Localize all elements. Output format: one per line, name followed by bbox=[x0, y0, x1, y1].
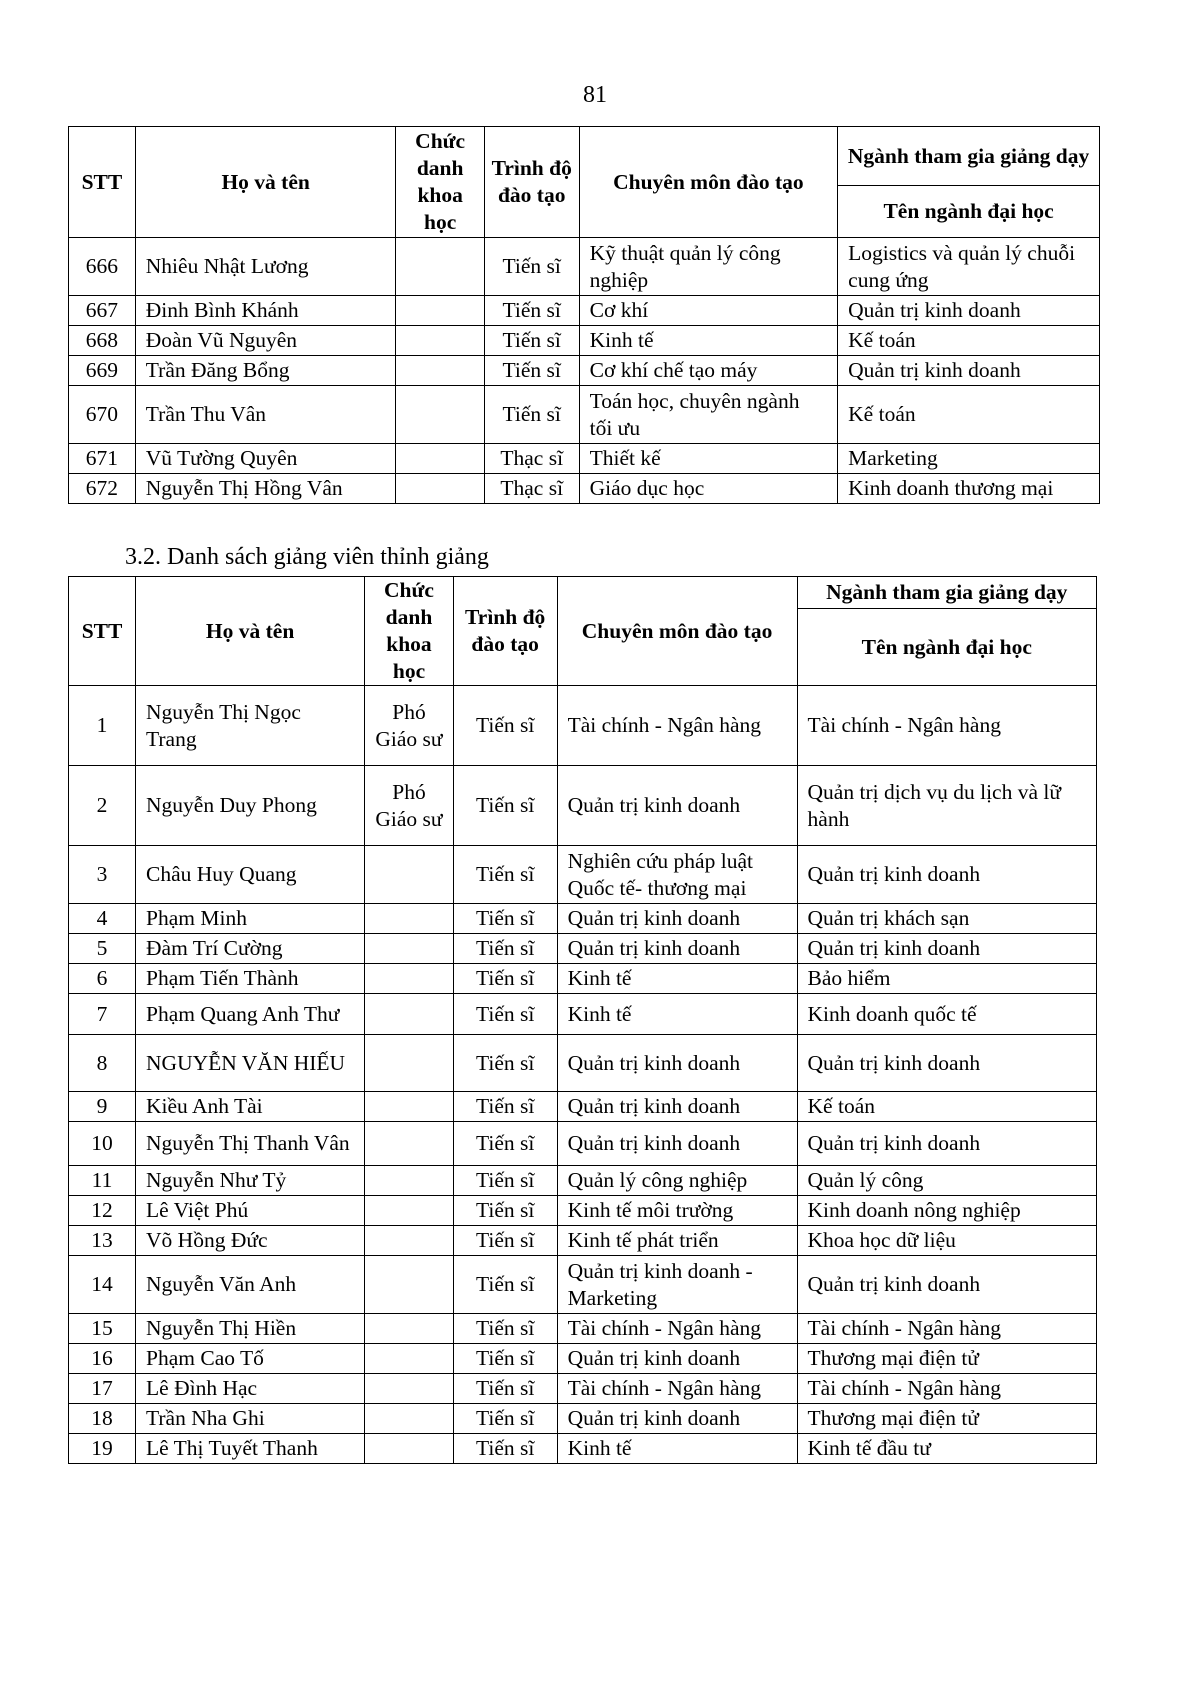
cell-major: Kinh tế bbox=[557, 994, 797, 1035]
cell-stt: 16 bbox=[69, 1344, 136, 1374]
table-row bbox=[69, 386, 1100, 444]
cell-academic-title bbox=[365, 1434, 454, 1464]
cell-program-name: Tài chính - Ngân hàng bbox=[797, 1374, 1096, 1404]
table-row bbox=[69, 1256, 1097, 1314]
table-row bbox=[69, 1092, 1097, 1122]
header-academic-title: Chức danh khoa học bbox=[396, 127, 484, 238]
cell-major: Quản trị kinh doanh bbox=[557, 766, 797, 846]
cell-academic-title bbox=[365, 994, 454, 1035]
cell-academic-title bbox=[365, 964, 454, 994]
cell-degree: Tiến sĩ bbox=[453, 1374, 557, 1404]
cell-name: Trần Nha Ghi bbox=[136, 1404, 365, 1434]
cell-name: Đoàn Vũ Nguyên bbox=[135, 326, 396, 356]
cell-program-name: Bảo hiểm bbox=[797, 964, 1096, 994]
cell-academic-title bbox=[365, 1035, 454, 1092]
cell-stt: 13 bbox=[69, 1226, 136, 1256]
cell-major: Kinh tế môi trường bbox=[557, 1196, 797, 1226]
cell-stt: 5 bbox=[69, 934, 136, 964]
cell-name: Nguyễn Như Tỷ bbox=[136, 1166, 365, 1196]
cell-academic-title bbox=[365, 1166, 454, 1196]
cell-academic-title bbox=[396, 238, 484, 296]
table-row bbox=[69, 1344, 1097, 1374]
cell-degree: Thạc sĩ bbox=[484, 444, 579, 474]
cell-major: Quản trị kinh doanh bbox=[557, 1404, 797, 1434]
cell-degree: Tiến sĩ bbox=[484, 296, 579, 326]
header-major: Chuyên môn đào tạo bbox=[557, 577, 797, 686]
cell-program-name: Quản trị kinh doanh bbox=[797, 1122, 1096, 1166]
cell-academic-title bbox=[396, 296, 484, 326]
cell-stt: 7 bbox=[69, 994, 136, 1035]
table-row bbox=[69, 1434, 1097, 1464]
cell-major: Giáo dục học bbox=[579, 474, 838, 504]
cell-degree: Tiến sĩ bbox=[453, 1122, 557, 1166]
cell-major: Cơ khí chế tạo máy bbox=[579, 356, 838, 386]
cell-program-name: Kế toán bbox=[838, 386, 1100, 444]
cell-program-name: Kế toán bbox=[797, 1092, 1096, 1122]
cell-stt: 12 bbox=[69, 1196, 136, 1226]
table-row bbox=[69, 904, 1097, 934]
cell-major: Kinh tế bbox=[579, 326, 838, 356]
cell-major: Kinh tế bbox=[557, 964, 797, 994]
cell-academic-title: Phó Giáo sư bbox=[365, 686, 454, 766]
table-row bbox=[69, 766, 1097, 846]
cell-name: Phạm Tiến Thành bbox=[136, 964, 365, 994]
header-teaching-group: Ngành tham gia giảng dạy bbox=[838, 127, 1100, 186]
cell-major: Quản trị kinh doanh bbox=[557, 1122, 797, 1166]
cell-major: Kỹ thuật quản lý công nghiệp bbox=[579, 238, 838, 296]
cell-academic-title bbox=[365, 1374, 454, 1404]
cell-degree: Tiến sĩ bbox=[453, 1166, 557, 1196]
cell-name: NGUYỄN VĂN HIẾU bbox=[136, 1035, 365, 1092]
table-row bbox=[69, 1196, 1097, 1226]
cell-name: Lê Việt Phú bbox=[136, 1196, 365, 1226]
cell-stt: 8 bbox=[69, 1035, 136, 1092]
table-row bbox=[69, 1166, 1097, 1196]
cell-degree: Tiến sĩ bbox=[453, 1196, 557, 1226]
cell-major: Quản trị kinh doanh bbox=[557, 1344, 797, 1374]
cell-academic-title bbox=[365, 904, 454, 934]
cell-academic-title bbox=[365, 846, 454, 904]
header-name: Họ và tên bbox=[135, 127, 396, 238]
lecturer-table-permanent bbox=[68, 126, 1100, 504]
cell-name: Nguyễn Văn Anh bbox=[136, 1256, 365, 1314]
lecturer-table-visiting bbox=[68, 576, 1097, 1464]
table-row bbox=[69, 356, 1100, 386]
cell-program-name: Quản trị kinh doanh bbox=[838, 356, 1100, 386]
cell-academic-title bbox=[365, 1092, 454, 1122]
cell-program-name: Kinh doanh thương mại bbox=[838, 474, 1100, 504]
cell-program-name: Thương mại điện tử bbox=[797, 1404, 1096, 1434]
header-degree: Trình độ đào tạo bbox=[484, 127, 579, 238]
cell-degree: Tiến sĩ bbox=[453, 846, 557, 904]
cell-stt: 2 bbox=[69, 766, 136, 846]
cell-degree: Tiến sĩ bbox=[453, 1314, 557, 1344]
cell-stt: 671 bbox=[69, 444, 136, 474]
cell-degree: Tiến sĩ bbox=[453, 1035, 557, 1092]
cell-major: Quản trị kinh doanh bbox=[557, 1035, 797, 1092]
cell-major: Kinh tế phát triển bbox=[557, 1226, 797, 1256]
cell-program-name: Quản trị kinh doanh bbox=[797, 1256, 1096, 1314]
cell-major: Quản lý công nghiệp bbox=[557, 1166, 797, 1196]
cell-program-name: Quản lý công bbox=[797, 1166, 1096, 1196]
cell-program-name: Quản trị khách sạn bbox=[797, 904, 1096, 934]
cell-degree: Tiến sĩ bbox=[453, 1434, 557, 1464]
table-row bbox=[69, 994, 1097, 1035]
header-stt: STT bbox=[69, 127, 136, 238]
cell-degree: Tiến sĩ bbox=[453, 904, 557, 934]
cell-academic-title: Phó Giáo sư bbox=[365, 766, 454, 846]
cell-stt: 666 bbox=[69, 238, 136, 296]
cell-major: Tài chính - Ngân hàng bbox=[557, 1374, 797, 1404]
cell-program-name: Tài chính - Ngân hàng bbox=[797, 1314, 1096, 1344]
cell-major: Quản trị kinh doanh bbox=[557, 934, 797, 964]
cell-name: Nguyễn Duy Phong bbox=[136, 766, 365, 846]
cell-program-name: Marketing bbox=[838, 444, 1100, 474]
table-row bbox=[69, 1122, 1097, 1166]
cell-name: Nhiêu Nhật Lương bbox=[135, 238, 396, 296]
cell-degree: Tiến sĩ bbox=[453, 766, 557, 846]
cell-degree: Thạc sĩ bbox=[484, 474, 579, 504]
cell-degree: Tiến sĩ bbox=[453, 934, 557, 964]
cell-major: Quản trị kinh doanh bbox=[557, 904, 797, 934]
cell-program-name: Thương mại điện tử bbox=[797, 1344, 1096, 1374]
cell-stt: 1 bbox=[69, 686, 136, 766]
table-row bbox=[69, 296, 1100, 326]
cell-program-name: Quản trị kinh doanh bbox=[797, 1035, 1096, 1092]
cell-stt: 15 bbox=[69, 1314, 136, 1344]
header-stt: STT bbox=[69, 577, 136, 686]
cell-program-name: Quản trị kinh doanh bbox=[838, 296, 1100, 326]
cell-academic-title bbox=[396, 356, 484, 386]
header-teaching-group: Ngành tham gia giảng dạy bbox=[797, 577, 1096, 609]
cell-major: Tài chính - Ngân hàng bbox=[557, 1314, 797, 1344]
cell-program-name: Tài chính - Ngân hàng bbox=[797, 686, 1096, 766]
cell-major: Quản trị kinh doanh bbox=[557, 1092, 797, 1122]
table-row bbox=[69, 1374, 1097, 1404]
cell-name: Vũ Tường Quyên bbox=[135, 444, 396, 474]
cell-major: Tài chính - Ngân hàng bbox=[557, 686, 797, 766]
cell-name: Đinh Bình Khánh bbox=[135, 296, 396, 326]
page-number: 81 bbox=[583, 82, 607, 108]
cell-degree: Tiến sĩ bbox=[453, 1404, 557, 1434]
table-row bbox=[69, 238, 1100, 296]
cell-academic-title bbox=[365, 1314, 454, 1344]
table-row bbox=[69, 1314, 1097, 1344]
cell-degree: Tiến sĩ bbox=[453, 686, 557, 766]
cell-stt: 9 bbox=[69, 1092, 136, 1122]
cell-stt: 19 bbox=[69, 1434, 136, 1464]
cell-stt: 6 bbox=[69, 964, 136, 994]
header-program-name: Tên ngành đại học bbox=[838, 186, 1100, 238]
cell-name: Phạm Minh bbox=[136, 904, 365, 934]
cell-degree: Tiến sĩ bbox=[484, 356, 579, 386]
header-name: Họ và tên bbox=[136, 577, 365, 686]
cell-major: Nghiên cứu pháp luật Quốc tế- thương mại bbox=[557, 846, 797, 904]
table-row bbox=[69, 686, 1097, 766]
cell-degree: Tiến sĩ bbox=[453, 1344, 557, 1374]
cell-name: Đàm Trí Cường bbox=[136, 934, 365, 964]
cell-name: Trần Đăng Bổng bbox=[135, 356, 396, 386]
cell-stt: 10 bbox=[69, 1122, 136, 1166]
cell-name: Lê Thị Tuyết Thanh bbox=[136, 1434, 365, 1464]
cell-stt: 669 bbox=[69, 356, 136, 386]
cell-name: Nguyễn Thị Thanh Vân bbox=[136, 1122, 365, 1166]
cell-name: Nguyễn Thị Hồng Vân bbox=[135, 474, 396, 504]
cell-degree: Tiến sĩ bbox=[453, 1256, 557, 1314]
table-row bbox=[69, 934, 1097, 964]
cell-stt: 667 bbox=[69, 296, 136, 326]
cell-academic-title bbox=[365, 1196, 454, 1226]
cell-degree: Tiến sĩ bbox=[453, 1226, 557, 1256]
cell-name: Trần Thu Vân bbox=[135, 386, 396, 444]
cell-program-name: Kinh doanh quốc tế bbox=[797, 994, 1096, 1035]
cell-stt: 3 bbox=[69, 846, 136, 904]
cell-program-name: Quản trị kinh doanh bbox=[797, 934, 1096, 964]
cell-name: Nguyễn Thị Ngọc Trang bbox=[136, 686, 365, 766]
cell-major: Toán học, chuyên ngành tối ưu bbox=[579, 386, 838, 444]
cell-academic-title bbox=[365, 1122, 454, 1166]
cell-academic-title bbox=[396, 386, 484, 444]
cell-name: Nguyễn Thị Hiền bbox=[136, 1314, 365, 1344]
cell-stt: 14 bbox=[69, 1256, 136, 1314]
section-heading: 3.2. Danh sách giảng viên thỉnh giảng bbox=[125, 544, 489, 570]
cell-academic-title bbox=[365, 1404, 454, 1434]
table-row bbox=[69, 474, 1100, 504]
cell-degree: Tiến sĩ bbox=[484, 326, 579, 356]
table-row bbox=[69, 964, 1097, 994]
cell-name: Lê Đình Hạc bbox=[136, 1374, 365, 1404]
header-degree: Trình độ đào tạo bbox=[453, 577, 557, 686]
cell-stt: 668 bbox=[69, 326, 136, 356]
cell-stt: 670 bbox=[69, 386, 136, 444]
header-major: Chuyên môn đào tạo bbox=[579, 127, 838, 238]
cell-major: Thiết kế bbox=[579, 444, 838, 474]
header-academic-title: Chức danh khoa học bbox=[365, 577, 454, 686]
table-row bbox=[69, 1404, 1097, 1434]
cell-academic-title bbox=[365, 1256, 454, 1314]
table-row bbox=[69, 1035, 1097, 1092]
cell-program-name: Kế toán bbox=[838, 326, 1100, 356]
cell-program-name: Kinh doanh nông nghiệp bbox=[797, 1196, 1096, 1226]
cell-name: Phạm Quang Anh Thư bbox=[136, 994, 365, 1035]
cell-academic-title bbox=[396, 474, 484, 504]
cell-program-name: Quản trị kinh doanh bbox=[797, 846, 1096, 904]
table-row bbox=[69, 1226, 1097, 1256]
cell-program-name: Khoa học dữ liệu bbox=[797, 1226, 1096, 1256]
cell-name: Châu Huy Quang bbox=[136, 846, 365, 904]
cell-stt: 4 bbox=[69, 904, 136, 934]
cell-major: Quản trị kinh doanh - Marketing bbox=[557, 1256, 797, 1314]
cell-academic-title bbox=[365, 1226, 454, 1256]
cell-major: Cơ khí bbox=[579, 296, 838, 326]
cell-major: Kinh tế bbox=[557, 1434, 797, 1464]
cell-stt: 18 bbox=[69, 1404, 136, 1434]
table-row bbox=[69, 444, 1100, 474]
cell-stt: 672 bbox=[69, 474, 136, 504]
table-row bbox=[69, 846, 1097, 904]
cell-degree: Tiến sĩ bbox=[484, 238, 579, 296]
cell-academic-title bbox=[396, 444, 484, 474]
cell-degree: Tiến sĩ bbox=[453, 1092, 557, 1122]
cell-academic-title bbox=[365, 1344, 454, 1374]
cell-program-name: Quản trị dịch vụ du lịch và lữ hành bbox=[797, 766, 1096, 846]
cell-academic-title bbox=[365, 934, 454, 964]
cell-degree: Tiến sĩ bbox=[484, 386, 579, 444]
cell-stt: 11 bbox=[69, 1166, 136, 1196]
table-row bbox=[69, 326, 1100, 356]
cell-name: Kiều Anh Tài bbox=[136, 1092, 365, 1122]
cell-degree: Tiến sĩ bbox=[453, 994, 557, 1035]
cell-name: Võ Hồng Đức bbox=[136, 1226, 365, 1256]
header-program-name: Tên ngành đại học bbox=[797, 609, 1096, 686]
cell-academic-title bbox=[396, 326, 484, 356]
cell-program-name: Kinh tế đầu tư bbox=[797, 1434, 1096, 1464]
cell-program-name: Logistics và quản lý chuỗi cung ứng bbox=[838, 238, 1100, 296]
cell-degree: Tiến sĩ bbox=[453, 964, 557, 994]
cell-name: Phạm Cao Tố bbox=[136, 1344, 365, 1374]
cell-stt: 17 bbox=[69, 1374, 136, 1404]
